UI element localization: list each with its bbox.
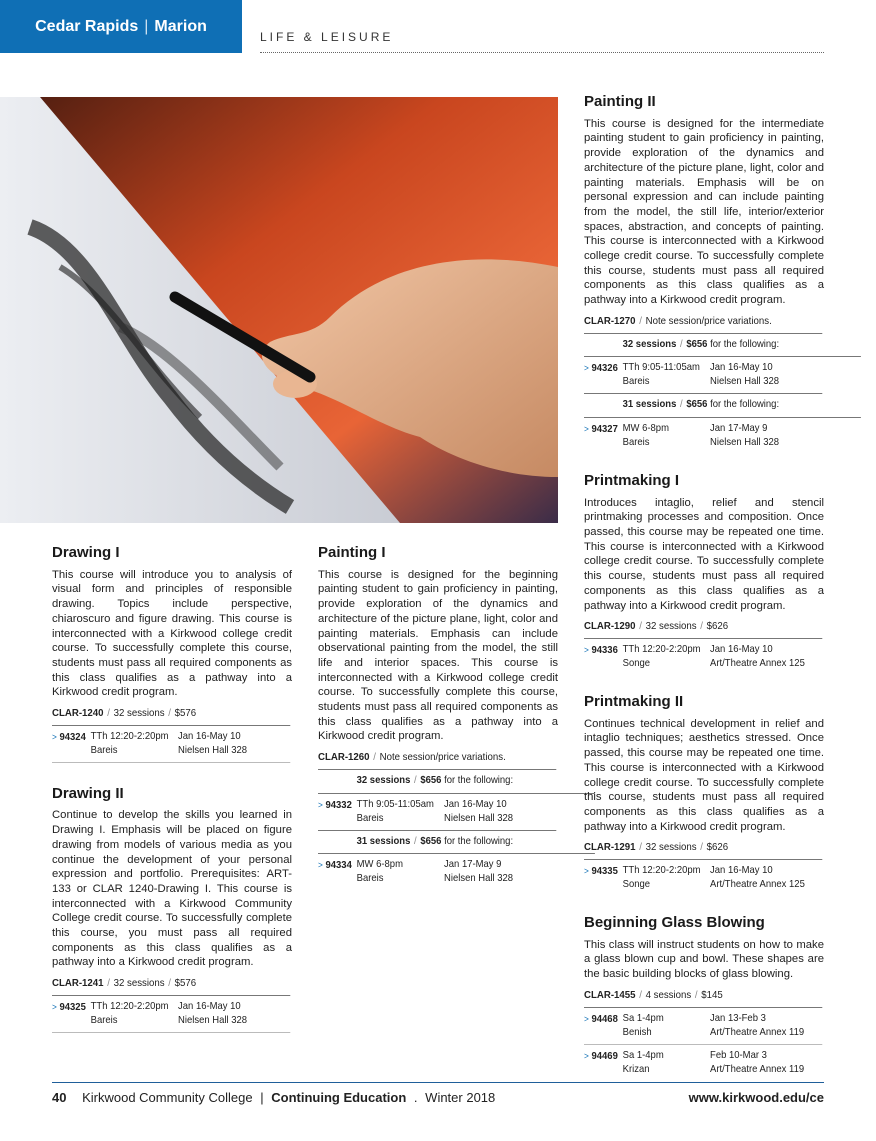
section-days: MW 6-8pm bbox=[356, 859, 403, 871]
section-location: Nielsen Hall 328 bbox=[178, 1014, 248, 1026]
session-group-header: 32 sessions / $656 for the following: bbox=[584, 334, 861, 358]
session-group-header: 32 sessions / $656 for the following: bbox=[318, 770, 595, 794]
course-code: CLAR-1260 bbox=[318, 751, 370, 764]
course-sessions: 32 sessions bbox=[113, 707, 165, 720]
section-instructor: Krizan bbox=[622, 1063, 650, 1075]
section-number: > 94326 bbox=[584, 363, 618, 375]
course-code: CLAR-1270 bbox=[584, 314, 636, 327]
campus-cedar-rapids: Cedar Rapids bbox=[35, 17, 139, 35]
course-code-line: CLAR-1455 / 4 sessions / $145 bbox=[584, 988, 822, 1008]
footer-divider bbox=[52, 1082, 824, 1083]
section-number: > 94327 bbox=[584, 423, 618, 435]
course-price: $626 bbox=[706, 620, 729, 633]
section-location: Nielsen Hall 328 bbox=[710, 436, 780, 448]
section-days: Sa 1-4pm bbox=[622, 1049, 664, 1061]
section-number: > 94325 bbox=[52, 1001, 86, 1013]
section-location: Nielsen Hall 328 bbox=[178, 744, 248, 756]
section-row bbox=[584, 1045, 822, 1081]
section-location: Nielsen Hall 328 bbox=[444, 812, 514, 824]
course-painting-2 bbox=[584, 95, 824, 454]
course-note: Note session/price variations. bbox=[645, 314, 772, 327]
page-footer bbox=[52, 1090, 824, 1105]
photo-illustration bbox=[0, 97, 558, 523]
section-number: > 94468 bbox=[584, 1013, 618, 1025]
course-title: Beginning Glass Blowing bbox=[584, 914, 765, 932]
course-title: Printmaking I bbox=[584, 471, 680, 489]
section-row bbox=[318, 794, 556, 831]
left-column bbox=[52, 546, 292, 1051]
section-number: > 94469 bbox=[584, 1050, 618, 1062]
course-painting-1 bbox=[318, 546, 558, 890]
course-printmaking-2 bbox=[584, 692, 824, 896]
section-location: Art/Theatre Annex 125 bbox=[710, 879, 805, 891]
section-dates: Jan 16-May 10 bbox=[710, 865, 773, 877]
session-group-header: 31 sessions / $656 for the following: bbox=[318, 831, 595, 855]
section-row bbox=[52, 996, 290, 1033]
section-dates: Jan 16-May 10 bbox=[178, 730, 241, 742]
section-row bbox=[584, 418, 822, 454]
course-description: This course is designed for the beginning painting student to gain proficiency in painting, provide exploration of the dynamics and architecture of the picture plane, light, color and painting materials. Emphasis can include observational painting from the model, the still life and interior spaces. This course is interconnected with a Kirkwood college credit course. To successfully complete this course, students must pass all required components as this class qualifies as a pathway into a Kirkwood credit program. bbox=[318, 568, 558, 743]
section-dates: Jan 17-May 9 bbox=[444, 859, 502, 871]
section-dates: Jan 13-Feb 3 bbox=[710, 1012, 766, 1024]
course-code: CLAR-1240 bbox=[52, 707, 104, 720]
course-code-line: CLAR-1290 / 32 sessions / $626 bbox=[584, 619, 822, 639]
section-location: Art/Theatre Annex 119 bbox=[710, 1026, 805, 1038]
course-note: Note session/price variations. bbox=[379, 751, 506, 764]
section-dates: Jan 16-May 10 bbox=[178, 1000, 241, 1012]
course-code-line: CLAR-1270 / Note session/price variations. bbox=[584, 314, 822, 334]
section-location: Nielsen Hall 328 bbox=[710, 376, 780, 388]
course-description: Introduces intaglio, relief and stencil printmaking processes and composition. Once passed, this course may be repeated one time. This course is interconnected with a Kirkwood college credit course. To successfully complete this course, students must pass all required components as this class qualifies as a pathway into a Kirkwood credit program. bbox=[584, 496, 824, 612]
section-number: > 94335 bbox=[584, 866, 618, 878]
section-dates: Jan 16-May 10 bbox=[710, 643, 773, 655]
section-dates: Jan 16-May 10 bbox=[710, 362, 773, 374]
section-instructor: Songe bbox=[622, 879, 651, 891]
footer-separator: | bbox=[260, 1090, 264, 1105]
course-code: CLAR-1455 bbox=[584, 988, 636, 1001]
course-code-line: CLAR-1291 / 32 sessions / $626 bbox=[584, 840, 822, 860]
course-title: Painting II bbox=[584, 93, 656, 110]
course-glass-blowing bbox=[584, 916, 824, 1081]
footer-program: Continuing Education bbox=[271, 1090, 407, 1105]
section-row bbox=[52, 726, 290, 763]
course-sessions: 32 sessions bbox=[113, 977, 165, 990]
course-title: Painting I bbox=[318, 544, 386, 561]
section-location: Nielsen Hall 328 bbox=[444, 873, 514, 885]
section-dates: Feb 10-Mar 3 bbox=[710, 1049, 767, 1061]
section-days: TTh 12:20-2:20pm bbox=[90, 1000, 169, 1012]
section-days: TTh 9:05-11:05am bbox=[622, 362, 700, 374]
course-description: Continues technical development in relief and intaglio techniques; aesthetics stressed. Once passed, this course may be repeated one time. This course is interconnected with a Kirkwood college credit course. To successfully complete this course, students must pass all required components as this class qualifies as a pathway into a Kirkwood credit program. bbox=[584, 717, 824, 833]
course-description: This course will introduce you to analysis of visual form and principles of responsible drawing. Topics include perspective, chiaroscuro and figure drawing. This course is interconnected with a Kirkwood college credit course. To successfully complete this course, students must pass all required components as this class qualifies as a pathway into a Kirkwood credit program. bbox=[52, 568, 292, 699]
section-number: > 94332 bbox=[318, 799, 352, 811]
section-days: Sa 1-4pm bbox=[622, 1012, 664, 1024]
section-number: > 94324 bbox=[52, 731, 86, 743]
course-code-line: CLAR-1260 / Note session/price variations. bbox=[318, 750, 556, 770]
course-sessions: 32 sessions bbox=[645, 841, 697, 854]
section-instructor: Bareis bbox=[356, 873, 384, 885]
campus-separator: | bbox=[144, 17, 149, 35]
course-title: Drawing I bbox=[52, 544, 120, 561]
section-days: TTh 9:05-11:05am bbox=[356, 798, 434, 810]
section-row bbox=[584, 357, 822, 394]
section-instructor: Bareis bbox=[356, 812, 384, 824]
section-location: Art/Theatre Annex 125 bbox=[710, 657, 805, 669]
footer-college: Kirkwood Community College bbox=[82, 1090, 253, 1105]
section-dates: Jan 16-May 10 bbox=[444, 798, 507, 810]
course-code-line: CLAR-1241 / 32 sessions / $576 bbox=[52, 976, 290, 996]
middle-column bbox=[318, 546, 558, 908]
campus-tab bbox=[0, 0, 242, 53]
section-days: TTh 12:20-2:20pm bbox=[622, 643, 701, 655]
course-price: $626 bbox=[706, 841, 729, 854]
page-number: 40 bbox=[52, 1090, 67, 1105]
course-code: CLAR-1241 bbox=[52, 977, 104, 990]
course-description: This class will instruct students on how to make a glass blown cup and bowl. These shapes are the basic building blocks of glass blowing. bbox=[584, 938, 824, 981]
course-code: CLAR-1290 bbox=[584, 620, 636, 633]
course-sessions: 32 sessions bbox=[645, 620, 697, 633]
section-title: LIFE & LEISURE bbox=[260, 30, 394, 44]
course-description: Continue to develop the skills you learned in Drawing I. Emphasis will be placed on figure drawing from models of various media as you continue the development of your personal expression and portfolio. Prerequisites: ART-133 or CLAR 1240-Drawing I. This course is interconnected with a Kirkwood Community College credit course. To successfully complete this course, you must pass all required components as this class qualifies as a pathway into a Kirkwood credit program. bbox=[52, 809, 292, 969]
section-row bbox=[318, 854, 556, 890]
section-instructor: Songe bbox=[622, 657, 651, 669]
section-row bbox=[584, 1008, 822, 1045]
course-title: Printmaking II bbox=[584, 692, 684, 710]
section-instructor: Bareis bbox=[90, 1014, 118, 1026]
section-dates: Jan 17-May 9 bbox=[710, 422, 768, 434]
course-price: $576 bbox=[174, 707, 197, 720]
section-number: > 94334 bbox=[318, 860, 352, 872]
course-code-line: CLAR-1240 / 32 sessions / $576 bbox=[52, 706, 290, 726]
section-row bbox=[584, 860, 822, 896]
footer-left bbox=[52, 1090, 495, 1105]
section-instructor: Benish bbox=[622, 1026, 652, 1038]
section-days: MW 6-8pm bbox=[622, 422, 669, 434]
footer-dot: . bbox=[413, 1090, 418, 1105]
course-price: $145 bbox=[701, 988, 723, 1001]
right-column bbox=[584, 95, 824, 1099]
course-description: This course is designed for the intermediate painting student to gain proficiency in painting, provide exploration of the dynamics and architecture of the picture plane, light, color and painting materials. Emphasis will be on personal expression and can include painting from the model, the still life, interior/exterior spaces, abstraction, and concepts of painting. This course is interconnected with a Kirkwood college credit course. To successfully complete this course, students must pass all required components as this class qualifies as a pathway into a Kirkwood credit program. bbox=[584, 117, 824, 307]
course-drawing-2 bbox=[52, 784, 292, 1033]
session-group-header: 31 sessions / $656 for the following: bbox=[584, 394, 861, 418]
course-drawing-1 bbox=[52, 546, 292, 763]
course-printmaking-1 bbox=[584, 471, 824, 675]
campus-marion: Marion bbox=[154, 17, 207, 35]
section-location: Art/Theatre Annex 119 bbox=[710, 1063, 805, 1075]
course-price: $576 bbox=[174, 977, 197, 990]
footer-term: Winter 2018 bbox=[425, 1090, 496, 1105]
section-row bbox=[584, 639, 822, 675]
section-number: > 94336 bbox=[584, 644, 618, 656]
section-days: TTh 12:20-2:20pm bbox=[622, 865, 701, 877]
section-instructor: Bareis bbox=[622, 436, 650, 448]
section-instructor: Bareis bbox=[622, 376, 650, 388]
section-instructor: Bareis bbox=[90, 744, 118, 756]
course-title: Drawing II bbox=[52, 784, 124, 802]
footer-url[interactable]: www.kirkwood.edu/ce bbox=[688, 1090, 824, 1105]
course-sessions: 4 sessions bbox=[645, 988, 692, 1001]
header-divider bbox=[260, 52, 824, 53]
section-days: TTh 12:20-2:20pm bbox=[90, 730, 169, 742]
course-code: CLAR-1291 bbox=[584, 841, 636, 854]
hero-photo bbox=[0, 97, 558, 523]
